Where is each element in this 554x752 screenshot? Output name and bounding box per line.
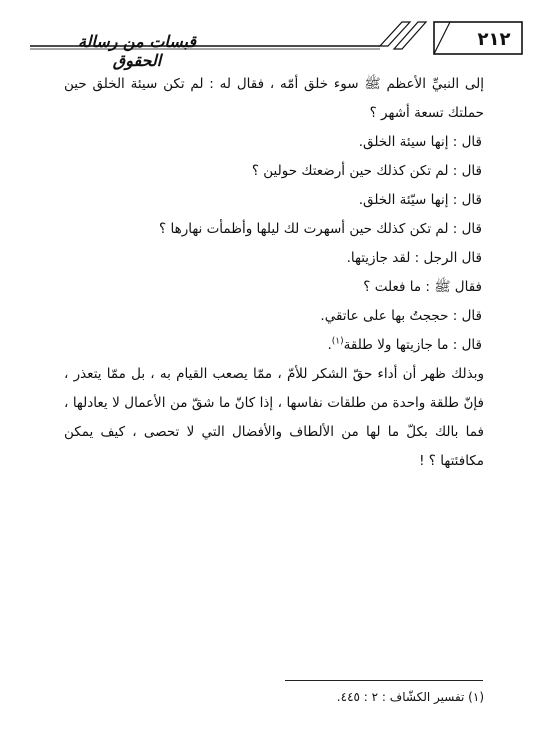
- dialogue-line-4: قال : لم تكن كذلك حين أسهرت لك ليلها وأظمأت نهارها ؟: [159, 221, 482, 237]
- dialogue-line-3: قال : إنها سيّئة الخلق.: [358, 192, 482, 208]
- dialogue-line-1: قال : إنها سيئة الخلق.: [358, 134, 482, 150]
- dialogue-line-8-text: قال : ما جازيتها ولا طلقة: [343, 337, 482, 353]
- page-header: [30, 18, 524, 70]
- paragraph-conclusion: وبذلك ظهر أن أداء حقّ الشكر للأمّ ، ممّا يصعب القيام به ، بل ممّا يتعذر ، فإنّ طلقة واحدة من طلقات نفاسها ، إذا كانّ ما شقّ من الأعمال لا يعادلها ، فما بالك بكلّ ما لها من الألطاف والأفضال التي لا تحصى ، كيف يمكن مكافئتها ؟ !: [64, 366, 484, 469]
- book-title: قبسات من رسالة الحقوق: [77, 32, 197, 70]
- dialogue-line-6: فقال ﷺ : ما فعلت ؟: [363, 279, 482, 295]
- paragraph-opening: إلى النبيِّ الأعظم ﷺ سوء خلق أمّه ، فقال له : لم تكن سيئة الخلق حين حملتك تسعة أشهر ؟: [64, 76, 484, 121]
- page-number: ٢١٢: [477, 29, 511, 50]
- dialogue-line-7: قال : حججتُ بها على عاتقي.: [320, 308, 482, 324]
- dialogue-line-8: قال : ما جازيتها ولا طلقة$^{(١)}$.: [327, 336, 482, 353]
- footnote-divider: [285, 680, 483, 681]
- page-number-box-slant: [434, 22, 450, 54]
- header-slash-1: [380, 22, 410, 46]
- footnote: (١) تفسير الكشّاف : ٢ : ٤٤٥.: [336, 690, 484, 704]
- dialogue-line-2: قال : لم تكن كذلك حين أرضعتك حولين ؟: [251, 163, 482, 179]
- footnote-reference: (١): [331, 336, 344, 347]
- dialogue-line-5: قال الرجل : لقد جازيتها.: [346, 250, 482, 266]
- page-body: [64, 70, 484, 476]
